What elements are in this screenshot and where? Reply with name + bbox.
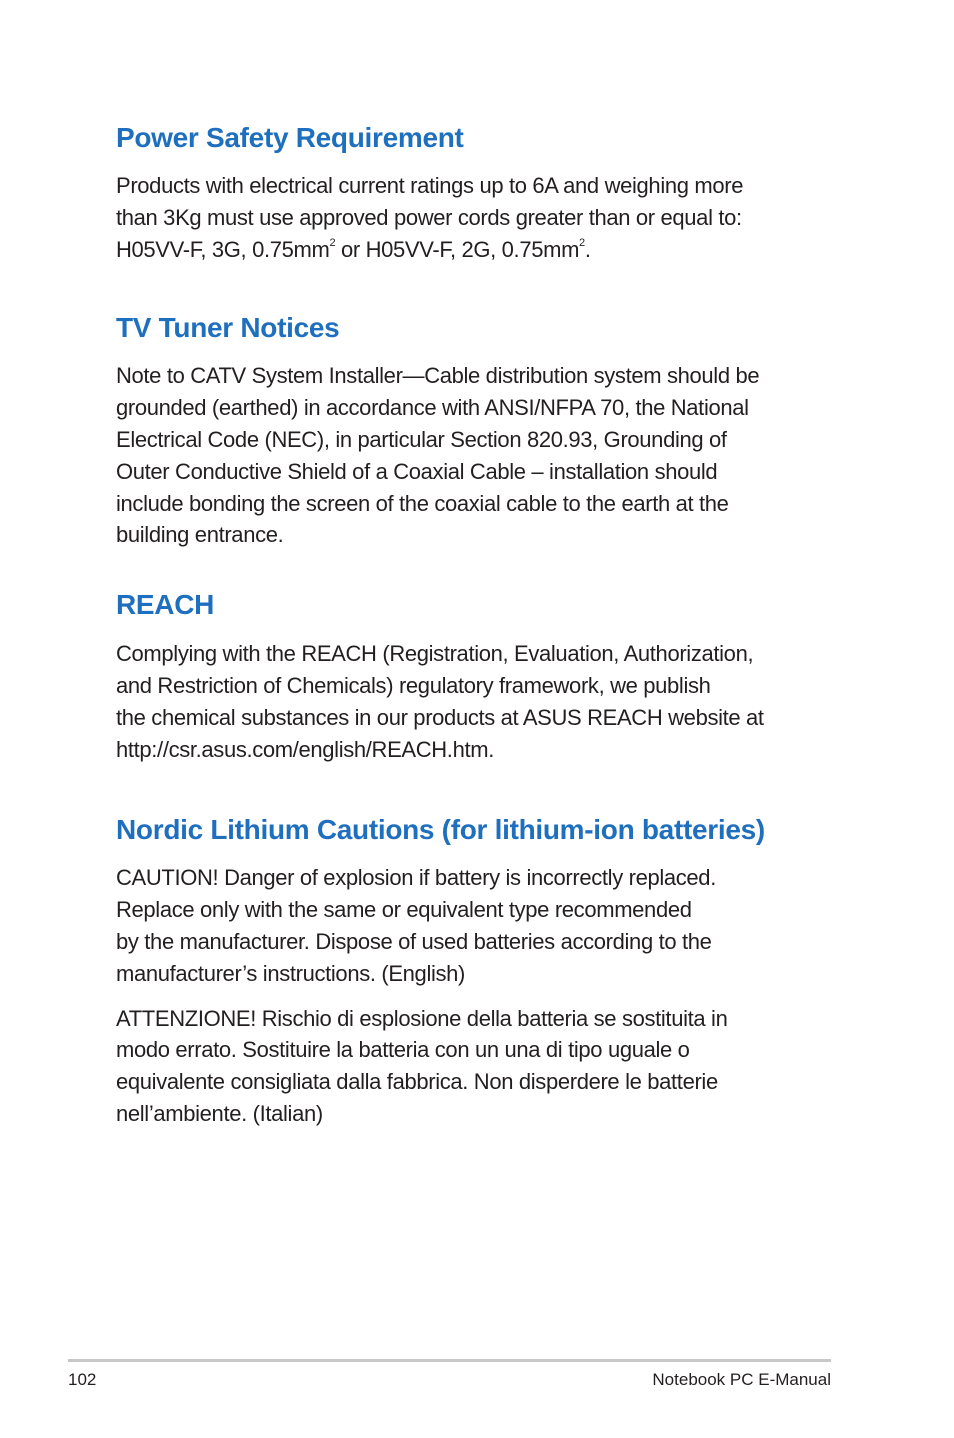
heading-power-safety: Power Safety Requirement <box>116 122 464 153</box>
page-content <box>116 118 846 1130</box>
power-line-3c: . <box>584 236 591 262</box>
power-line-3a: H05VV-F, 3G, 0.75mm <box>116 236 330 262</box>
nordic-en-line: manufacturer’s instructions. (English) <box>116 960 466 986</box>
reach-line: the chemical substances in our products at ASUS REACH website at <box>116 704 764 730</box>
page-number: 102 <box>68 1370 97 1389</box>
paragraph-nordic-italian <box>116 1003 846 1130</box>
power-line-1: Products with electrical current ratings up to 6A and weighing more <box>116 173 744 198</box>
footer-divider <box>68 1359 831 1362</box>
tv-line: grounded (earthed) in accordance with ANSI/NFPA 70, the National <box>116 395 749 421</box>
tv-line: Note to CATV System Installer—Cable distribution system should be <box>116 363 760 389</box>
power-line-2: than 3Kg must use approved power cords greater than or equal to: <box>116 204 742 230</box>
paragraph-reach <box>116 638 846 765</box>
paragraph-tv-tuner <box>116 360 846 551</box>
nordic-en-line: CAUTION! Danger of explosion if battery is incorrectly replaced. <box>116 865 716 891</box>
paragraph-power-safety <box>116 170 846 265</box>
heading-nordic-lithium: Nordic Lithium Cautions (for lithium-ion batteries) <box>116 814 765 846</box>
nordic-en-line: by the manufacturer. Dispose of used batteries according to the <box>116 928 712 954</box>
reach-url: http://csr.asus.com/english/REACH.htm. <box>116 736 494 762</box>
tv-line: building entrance. <box>116 522 284 548</box>
superscript-squared: 2 <box>579 236 585 249</box>
tv-line: include bonding the screen of the coaxial cable to the earth at the <box>116 490 729 516</box>
reach-line: and Restriction of Chemicals) regulatory framework, we publish <box>116 672 711 698</box>
tv-line: Electrical Code (NEC), in particular Section 820.93, Grounding of <box>116 426 727 452</box>
paragraph-nordic-english <box>116 862 846 989</box>
nordic-it-line: modo errato. Sostituire la batteria con un una di tipo uguale o <box>116 1037 690 1063</box>
tv-line: Outer Conductive Shield of a Coaxial Cable – installation should <box>116 458 718 484</box>
reach-line: Complying with the REACH (Registration, Evaluation, Authorization, <box>116 641 754 667</box>
manual-title: Notebook PC E-Manual <box>652 1370 831 1389</box>
nordic-it-line: ATTENZIONE! Rischio di esplosione della batteria se sostituita in <box>116 1005 728 1031</box>
heading-reach: REACH <box>116 589 215 621</box>
nordic-en-line: Replace only with the same or equivalent type recommended <box>116 897 692 923</box>
heading-tv-tuner: TV Tuner Notices <box>116 312 340 344</box>
page-footer <box>68 1369 831 1391</box>
superscript-squared: 2 <box>329 236 336 249</box>
nordic-it-line: nell’ambiente. (Italian) <box>116 1100 323 1126</box>
power-line-3b: or H05VV-F, 2G, 0.75mm <box>335 236 580 262</box>
nordic-it-line: equivalente consigliata dalla fabbrica. Non disperdere le batterie <box>116 1069 718 1095</box>
